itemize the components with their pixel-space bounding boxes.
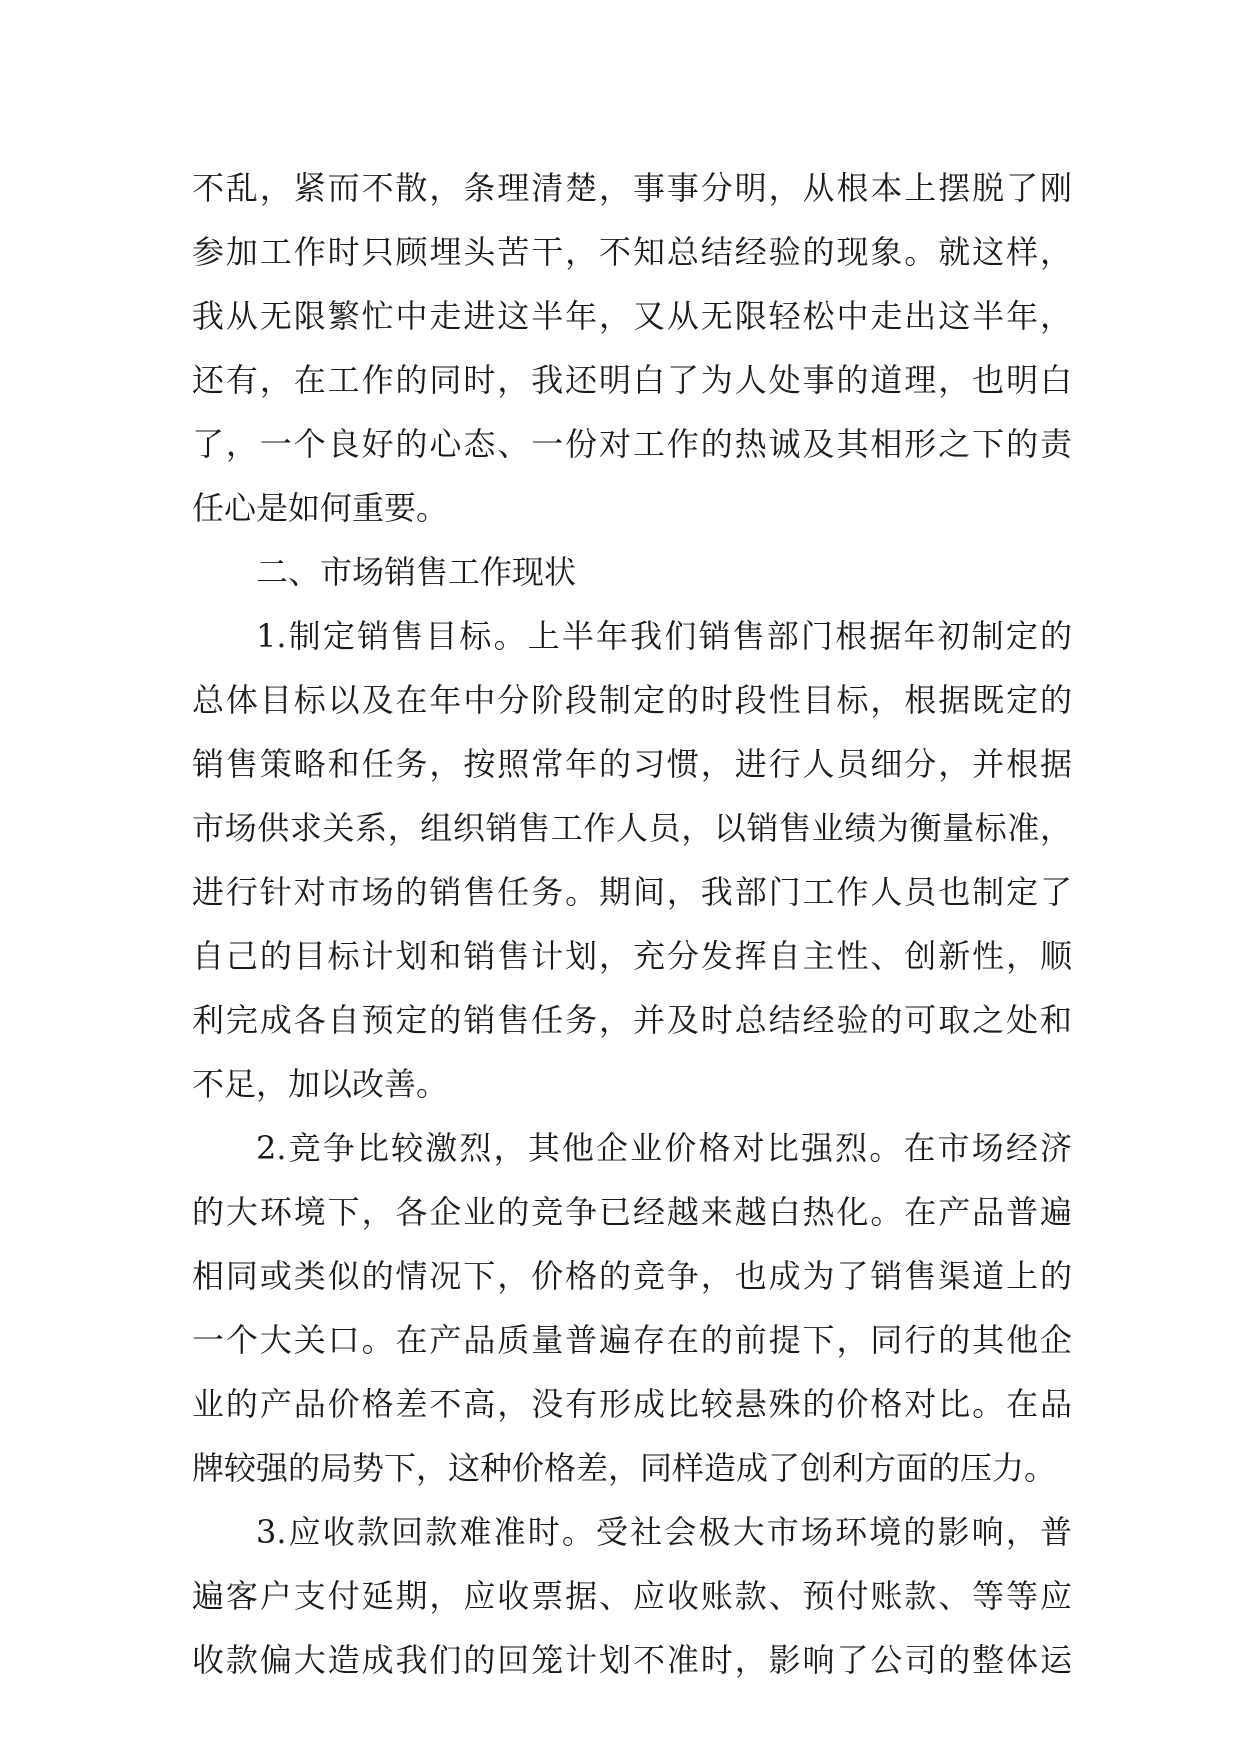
text-line: 牌较强的局势下，这种价格差，同样造成了创利方面的压力。 [192,1449,1057,1487]
text-line: 我从无限繁忙中走进这半年，又从无限轻松中走出这半年， [192,297,1072,335]
text-line: 收款偏大造成我们的回笼计划不准时，影响了公司的整体运 [192,1641,1072,1679]
paragraph-item-2 [192,1116,1072,1500]
text-line: 的大环境下，各企业的竞争已经越来越白热化。在产品普遍 [192,1193,1072,1231]
paragraph-item-3 [192,1500,1072,1692]
text-line: 自己的目标计划和销售计划，充分发挥自主性、创新性，顺 [192,937,1072,975]
text-line: 市场供求关系，组织销售工作人员，以销售业绩为衡量标准， [192,809,1072,847]
text-line: 2.竞争比较激烈，其他企业价格对比强烈。在市场经济 [256,1129,1072,1167]
document-page [192,156,1072,1692]
section-heading [192,540,1072,604]
text-line: 业的产品价格差不高，没有形成比较悬殊的价格对比。在品 [192,1385,1072,1423]
text-line: 3.应收款回款难准时。受社会极大市场环境的影响，普 [256,1513,1072,1551]
text-line: 销售策略和任务，按照常年的习惯，进行人员细分，并根据 [192,745,1072,783]
section-heading-text: 二、市场销售工作现状 [256,553,577,591]
text-line: 相同或类似的情况下，价格的竞争，也成为了销售渠道上的 [192,1257,1072,1295]
text-line: 了，一个良好的心态、一份对工作的热诚及其相形之下的责 [192,425,1072,463]
text-line: 1.制定销售目标。上半年我们销售部门根据年初制定的 [256,617,1072,655]
text-line: 任心是如何重要。 [192,489,449,527]
text-line: 不乱，紧而不散，条理清楚，事事分明，从根本上摆脱了刚 [192,169,1072,207]
text-line: 进行针对市场的销售任务。期间，我部门工作人员也制定了 [192,873,1072,911]
text-line: 不足，加以改善。 [192,1065,449,1103]
text-line: 还有，在工作的同时，我还明白了为人处事的道理，也明白 [192,361,1072,399]
text-line: 利完成各自预定的销售任务，并及时总结经验的可取之处和 [192,1001,1072,1039]
text-line: 总体目标以及在年中分阶段制定的时段性目标，根据既定的 [192,681,1072,719]
text-line: 参加工作时只顾埋头苦干，不知总结经验的现象。就这样， [192,233,1072,271]
text-line: 一个大关口。在产品质量普遍存在的前提下，同行的其他企 [192,1321,1072,1359]
paragraph-intro-continued [192,156,1072,540]
paragraph-item-1 [192,604,1072,1116]
text-line: 遍客户支付延期，应收票据、应收账款、预付账款、等等应 [192,1577,1072,1615]
